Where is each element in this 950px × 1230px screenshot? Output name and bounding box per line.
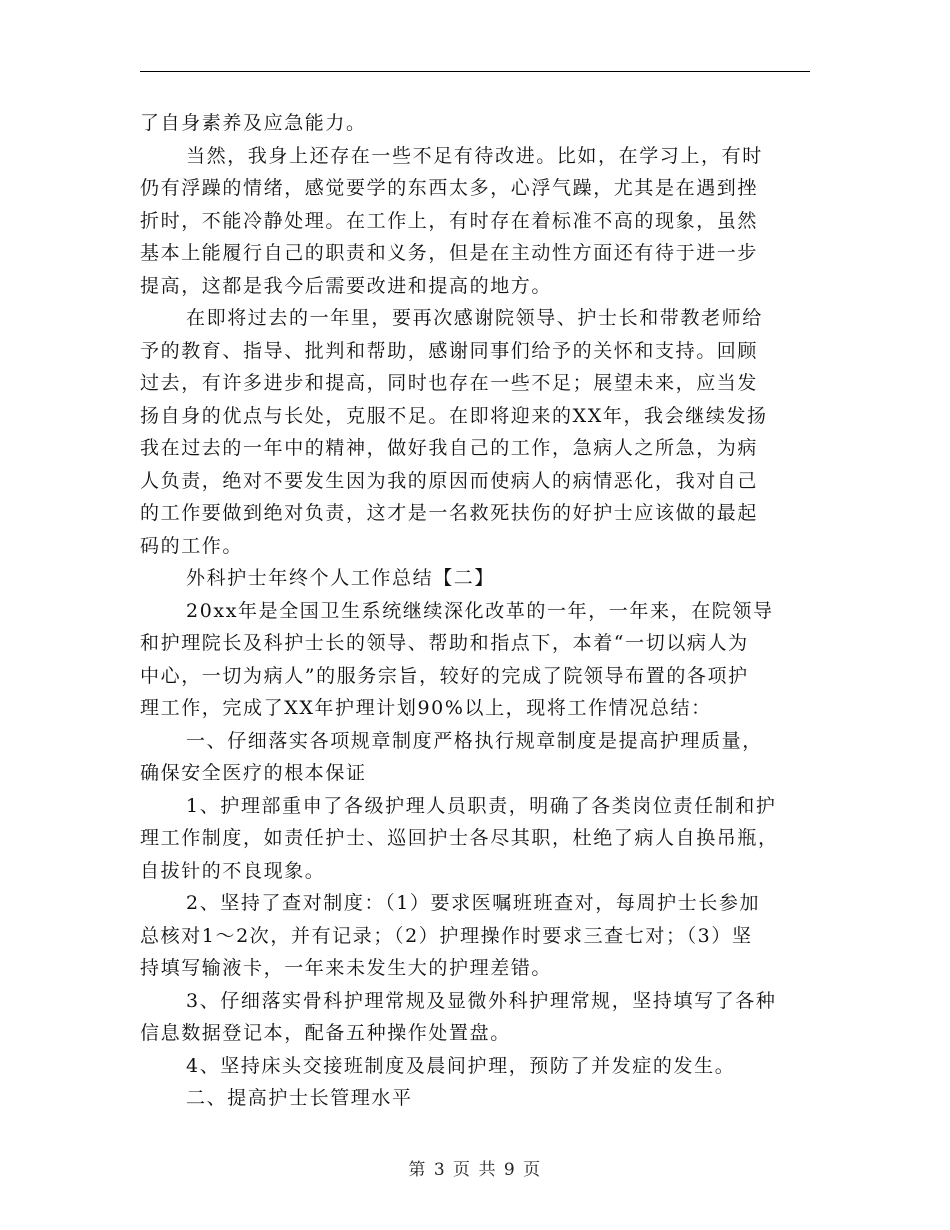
text-line: 基本上能履行自己的职责和义务，但是在主动性方面还有待于进一步	[140, 242, 759, 264]
text-line: 予的教育、指导、批判和帮助，感谢同事们给予的关怀和支持。回顾	[140, 339, 759, 362]
text-line: 扬自身的优点与长处，克服不足。在即将迎来的XX年，我会继续发扬	[140, 404, 768, 427]
text-line: 4、坚持床头交接班制度及晨间护理，预防了并发症的发生。	[186, 1054, 736, 1077]
text-line: 3、仔细落实骨科护理常规及显微外科护理常规，坚持填写了各种	[186, 989, 777, 1012]
text-line: 自拔针的不良现象。	[140, 859, 326, 882]
text-line: 20xx年是全国卫生系统继续深化改革的一年，一年来，在院领导	[186, 599, 774, 622]
text-line: 我在过去的一年中的精神，做好我自己的工作，急病人之所急，为病	[140, 437, 759, 459]
text-line: 理工作制度，如责任护士、巡回护士各尽其职，杜绝了病人自换吊瓶，	[140, 827, 779, 849]
document-body	[140, 107, 810, 1115]
text-line: 折时，不能冷静处理。在工作上，有时存在着标准不高的现象，虽然	[140, 209, 759, 232]
text-line: 确保安全医疗的根本保证	[140, 762, 367, 784]
text-line: 理工作，完成了XX年护理计划90%以上，现将工作情况总结：	[140, 697, 712, 719]
text-line: 总核对1～2次，并有记录；（2）护理操作时要求三查七对；（3）坚	[140, 924, 753, 947]
text-line: 人负责，绝对不要发生因为我的原因而使病人的病情恶化，我对自己	[140, 469, 759, 492]
text-line: 在即将过去的一年里，要再次感谢院领导、护士长和带教老师给	[186, 307, 763, 329]
text-line: 了自身素养及应急能力。	[140, 112, 367, 134]
text-line: 信息数据登记本，配备五种操作处置盘。	[140, 1022, 511, 1044]
text-line: 一、仔细落实各项规章制度严格执行规章制度是提高护理质量，	[186, 729, 763, 752]
text-line: 码的工作。	[140, 534, 244, 557]
text-line: 二、提高护士长管理水平	[186, 1087, 413, 1109]
text-line: 2、坚持了查对制度：（1）要求医嘱班班查对，每周护士长参加	[186, 892, 761, 914]
page-number-footer: 第 3 页 共 9 页	[408, 1160, 542, 1180]
header-rule	[140, 71, 810, 72]
text-line: 当然，我身上还存在一些不足有待改进。比如，在学习上，有时	[186, 144, 763, 167]
text-line: 提高，这都是我今后需要改进和提高的地方。	[140, 274, 553, 297]
text-line: 外科护士年终个人工作总结【二】	[186, 567, 496, 589]
text-line: 过去，有许多进步和提高，同时也存在一些不足；展望未来，应当发	[140, 372, 759, 394]
text-line: 中心，一切为病人”的服务宗旨，较好的完成了院领导布置的各项护	[140, 664, 749, 687]
text-line: 和护理院长及科护士长的领导、帮助和指点下，本着“一切以病人为	[140, 632, 749, 654]
text-line: 持填写输液卡，一年来未发生大的护理差错。	[140, 957, 553, 979]
text-line: 1、护理部重申了各级护理人员职责，明确了各类岗位责任制和护	[186, 794, 777, 817]
text-line: 的工作要做到绝对负责，这才是一名救死扶伤的好护士应该做的最起	[140, 502, 759, 524]
text-line: 仍有浮躁的情绪，感觉要学的东西太多，心浮气躁，尤其是在遇到挫	[140, 177, 759, 199]
